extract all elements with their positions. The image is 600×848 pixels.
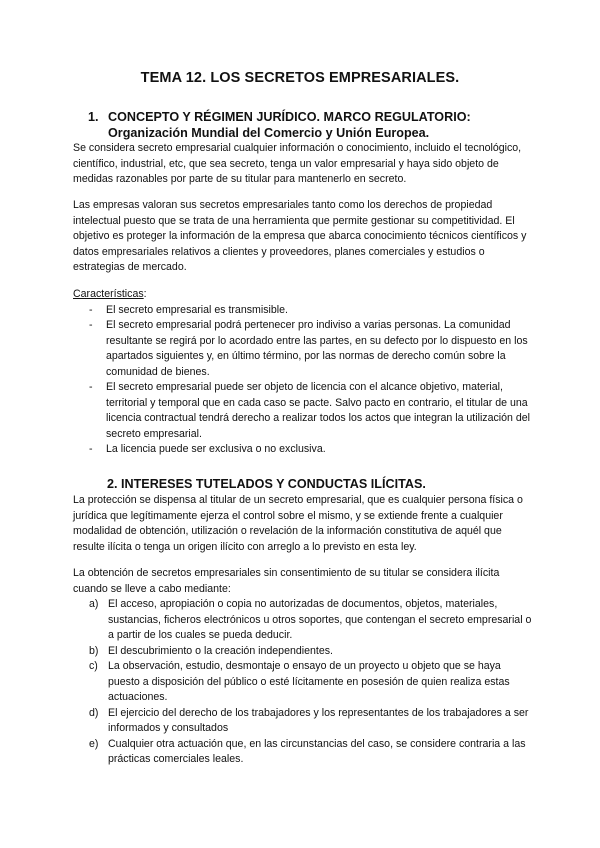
section-2-paragraph-1: [73, 493, 533, 555]
section-1-number: 1.: [88, 110, 99, 124]
list-marker: e): [89, 737, 99, 750]
section-1-heading: [88, 109, 471, 141]
list-item: [73, 597, 533, 644]
list-text: La observación, estudio, desmontaje o ensayo de un proyecto u objeto que se haya puesto a disposición del público o esté lícitamente en posesión de quien realiza estas actuaciones.: [108, 660, 510, 703]
list-marker: b): [89, 644, 99, 657]
list-marker: a): [89, 598, 99, 610]
conduct-list: [73, 597, 533, 768]
paragraph: La obtención de secretos empresariales sin consentimiento de su titular se considera ilícita cuando se lleve a cabo mediante:: [73, 567, 500, 595]
features-block: [73, 287, 533, 458]
list-item: [73, 659, 533, 706]
features-label-text: Características: [73, 288, 144, 300]
list-text: El descubrimiento o la creación independientes.: [108, 644, 333, 657]
list-item: - El secreto empresarial es transmisible.: [73, 303, 533, 319]
features-list: [73, 303, 533, 458]
list-item: - El secreto empresarial podrá pertenecer pro indiviso a varias personas. La comunidad resultante se regirá por lo acordado entre las partes, en su defecto por lo dispuesto en los apartados siguientes y, en último término, por las normas de derecho común sobre la comunidad de bienes.: [73, 318, 533, 380]
paragraph: La protección se dispensa al titular de un secreto empresarial, que es cualquier persona física o jurídica que legítimamente ejerza el control sobre el mismo, y se extiende frente a cualquier modalidad de obtención, utilización o revelación de la información constitutiva de aquél que resulte ilícita o tenga un origen ilícito con arreglo a lo previsto en esta ley.: [73, 494, 523, 553]
section-2-heading: 2. INTERESES TUTELADOS Y CONDUCTAS ILÍCITAS.: [107, 477, 426, 491]
list-text: El ejercicio del derecho de los trabajadores y los representantes de los trabajadores a ser informados y consultados: [108, 706, 529, 734]
section-1-paragraph-2: [73, 198, 533, 276]
list-text: Cualquier otra actuación que, en las circunstancias del caso, se considere contraria a las prácticas comerciales leales.: [108, 737, 526, 765]
list-marker: d): [89, 706, 99, 719]
page-title: TEMA 12. LOS SECRETOS EMPRESARIALES.: [140, 70, 460, 86]
features-label-colon: :: [143, 288, 147, 300]
list-item: - La licencia puede ser exclusiva o no exclusiva.: [73, 442, 533, 458]
list-text: El acceso, apropiación o copia no autorizadas de documentos, objetos, materiales, sustancias, ficheros electrónicos u otros soportes, que contengan el secreto empresarial o a partir de los cuales se pueda deducir.: [108, 598, 532, 641]
section-1-title: CONCEPTO Y RÉGIMEN JURÍDICO. MARCO REGULATORIO:: [108, 110, 471, 124]
list-item: [73, 644, 533, 660]
list-item: - El secreto empresarial puede ser objeto de licencia con el alcance objetivo, material, territorial y temporal que en cada caso se pacte. Salvo pacto en contrario, el titular de una licencia contractual tendrá derecho a realizar todos los actos que integran la utilización del secreto empresarial.: [73, 380, 533, 442]
section-1-subtitle: Organización Mundial del Comercio y Unión Europea.: [108, 126, 430, 140]
paragraph: Se considera secreto empresarial cualquier información o conocimiento, incluido el tecnológico, científico, industrial, etc, que sea secreto, tenga un valor empresarial y haya sido objeto de medidas razonables por parte de su titular para mantenerlo en secreto.: [73, 142, 522, 185]
list-item: [73, 737, 533, 768]
list-marker: c): [89, 660, 98, 672]
section-2-paragraph-2: [73, 566, 533, 768]
paragraph: Las empresas valoran sus secretos empresariales tanto como los derechos de propiedad intelectual puesto que se trata de una herramienta que permite gestionar su competitividad. El objetivo es proteger la información de la empresa que abarca conocimiento técnicos científicos y datos empresariales relativos a clientes y proveedores, planes comerciales y estudios o estrategias de mercado.: [73, 199, 527, 273]
section-1-paragraph-1: [73, 141, 533, 188]
list-item: [73, 706, 533, 737]
features-label: [73, 287, 533, 303]
